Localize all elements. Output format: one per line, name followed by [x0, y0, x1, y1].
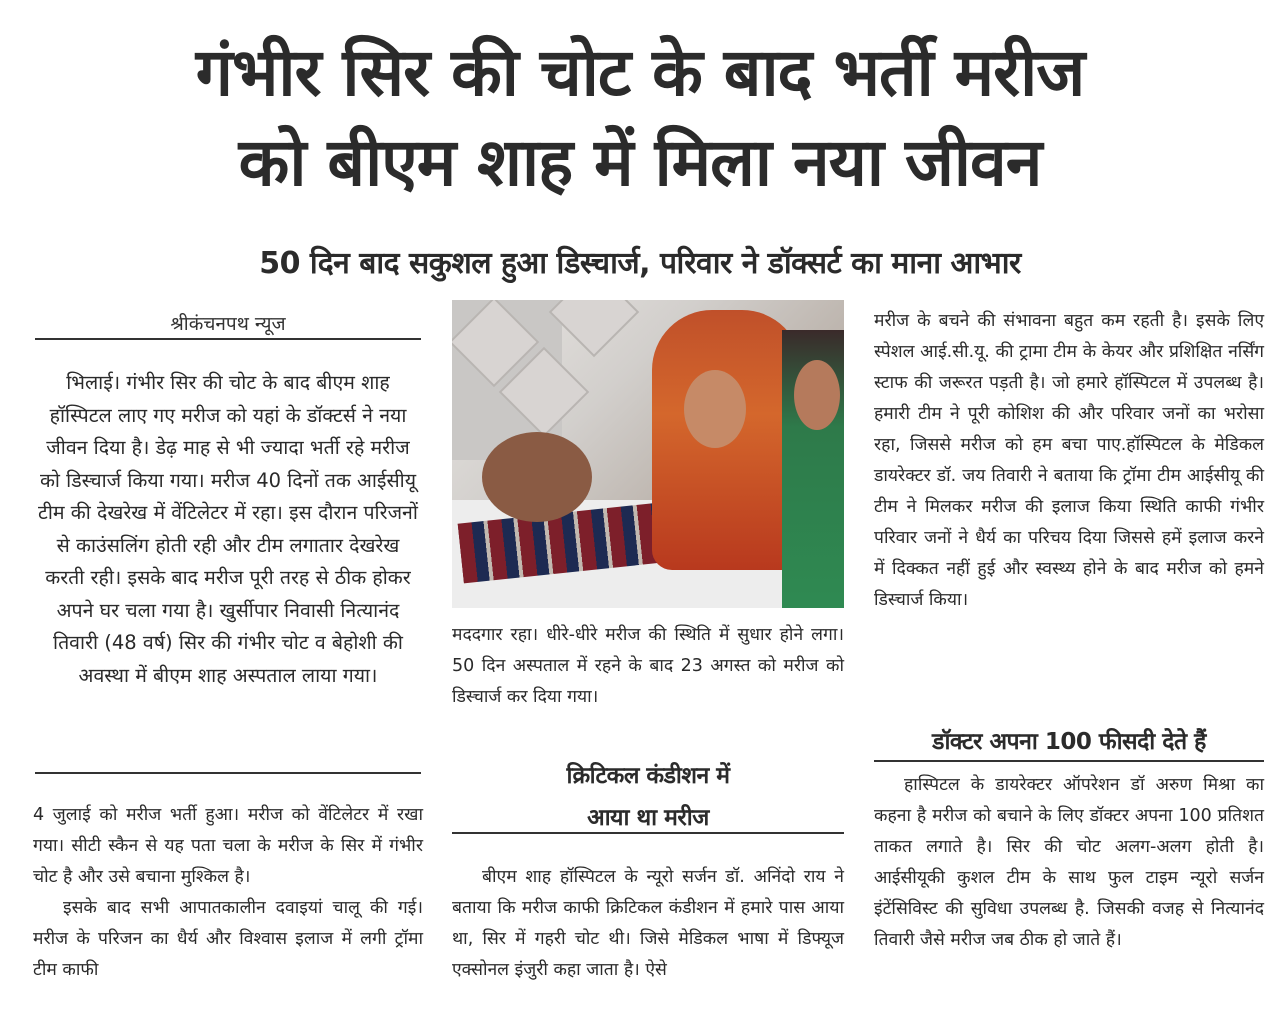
column-2-top — [452, 620, 844, 713]
col2-paragraph-1: मददगार रहा। धीरे-धीरे मरीज की स्थिति में सुधार होने लगा। 50 दिन अस्पताल में रहने के बाद 23 अगस्त को मरीज को डिस्चार्ज कर दिया गया। — [452, 625, 844, 707]
col3-paragraph-2: हास्पिटल के डायरेक्टर ऑपरेशन डॉ अरुण मिश्रा का कहना है मरीज को बचाने के लिए डॉक्टर अपना 100 प्रतिशत ताकत लगाते है। सिर की चोट अलग-अलग होती है। आईसीयूकी कुशल टीम के साथ फुल टाइम न्यूरो सर्जन इंटेंसिविस्ट की सुविधा उपलब्ध है. जिसकी वजह से नित्यानंद तिवारी जैसे मरीज जब ठीक हो जाते हैं। — [874, 775, 1264, 950]
headline-line-1: गंभीर सिर की चोट के बाद भर्ती मरीज — [195, 34, 1085, 111]
column-2-bottom — [452, 862, 844, 986]
column-3-top — [874, 306, 1264, 616]
section-heading-critical-line-2: आया था मरीज — [587, 805, 709, 831]
section-heading-critical-line-1: क्रिटिकल कंडीशन में — [566, 763, 730, 789]
col2-paragraph-2: बीएम शाह हॉस्पिटल के न्यूरो सर्जन डॉ. अनिंदो राय ने बताया कि मरीज काफी क्रिटिकल कंडीशन में हमारे पास आया था, सिर में गहरी चोट थी। जिसे मेडिकल भाषा में डिफ्यूज एक्सोनल इंजुरी कहा जाता है। ऐसे — [452, 867, 844, 980]
byline-rule — [35, 338, 421, 340]
news-photo — [452, 300, 844, 608]
headline-line-2: को बीएम शाह में मिला नया जीवन — [238, 124, 1042, 201]
col3-paragraph-1: मरीज के बचने की संभावना बहुत कम रहती है। इसके लिए स्पेशल आई.सी.यू. की ट्रामा टीम के केयर और प्रशिक्षित नर्सिंग स्टाफ की जरूरत पड़ती है। जो हमारे हॉस्पिटल में उपलब्ध है। हमारी टीम ने पूरी कोशिश की और परिवार जनों का भरोसा रहा, जिससे मरीज को हम बचा पाए.हॉस्पिटल के मेडिकल डायरेक्टर डॉ. जय तिवारी ने बताया कि ट्रॉमा टीम आईसीयू की टीम ने मिलकर मरीज की इलाज किया स्थिति काफी गंभीर परिवार जनों ने धैर्य का परिचय दिया जिससे हमें इलाज करने में दिक्कत नहीं हुई और स्वस्थ्य होने के बाद मरीज को हमने डिस्चार्ज किया। — [874, 311, 1264, 610]
column-3-bottom — [874, 770, 1264, 956]
subheadline: 50 दिन बाद सकुशल हुआ डिस्चार्ज, परिवार ने डॉक्सर्ट का माना आभार — [259, 246, 1021, 281]
section-rule-critical — [452, 832, 844, 834]
section-heading-critical — [452, 755, 844, 839]
headline — [0, 28, 1280, 208]
lead-rule — [35, 772, 421, 774]
lead-paragraph: भिलाई। गंभीर सिर की चोट के बाद बीएम शाह हॉस्पिटल लाए गए मरीज को यहां के डॉक्टर्स ने नया जीवन दिया है। डेढ़ माह से भी ज्यादा भर्ती रहे मरीज को डिस्चार्ज किया गया। मरीज 40 दिनों तक आईसीयू टीम की देखरेख में वेंटिलेटर में रहा। इस दौरान परिजनों से काउंसलिंग होती रही और टीम लगातार देखरेख करती रही। इसके बाद मरीज पूरी तरह से ठीक होकर अपने घर चला गया है। खुर्सीपार निवासी नित्यानंद तिवारी (48 वर्ष) सिर की गंभीर चोट व बेहोशी की अवस्था में बीएम शाह अस्पताल लाया गया। — [38, 371, 418, 687]
col1-paragraph-2: इसके बाद सभी आपातकालीन दवाइयां चालू की गई। मरीज के परिजन का धैर्य और विश्वास इलाज में लगी ट्रॉमा टीम काफी — [33, 898, 423, 980]
column-1 — [33, 800, 423, 986]
col1-paragraph-1: 4 जुलाई को मरीज भर्ती हुआ। मरीज को वेंटिलेटर में रखा गया। सीटी स्कैन से यह पता चला के मरीज के सिर में गंभीर चोट है और उसे बचाना मुश्किल है। — [33, 805, 423, 887]
byline: श्रीकंचनपथ न्यूज — [170, 313, 286, 335]
section-heading-doctor: डॉक्टर अपना 100 फीसदी देते हैं — [932, 729, 1206, 755]
section-rule-doctor — [874, 760, 1264, 762]
